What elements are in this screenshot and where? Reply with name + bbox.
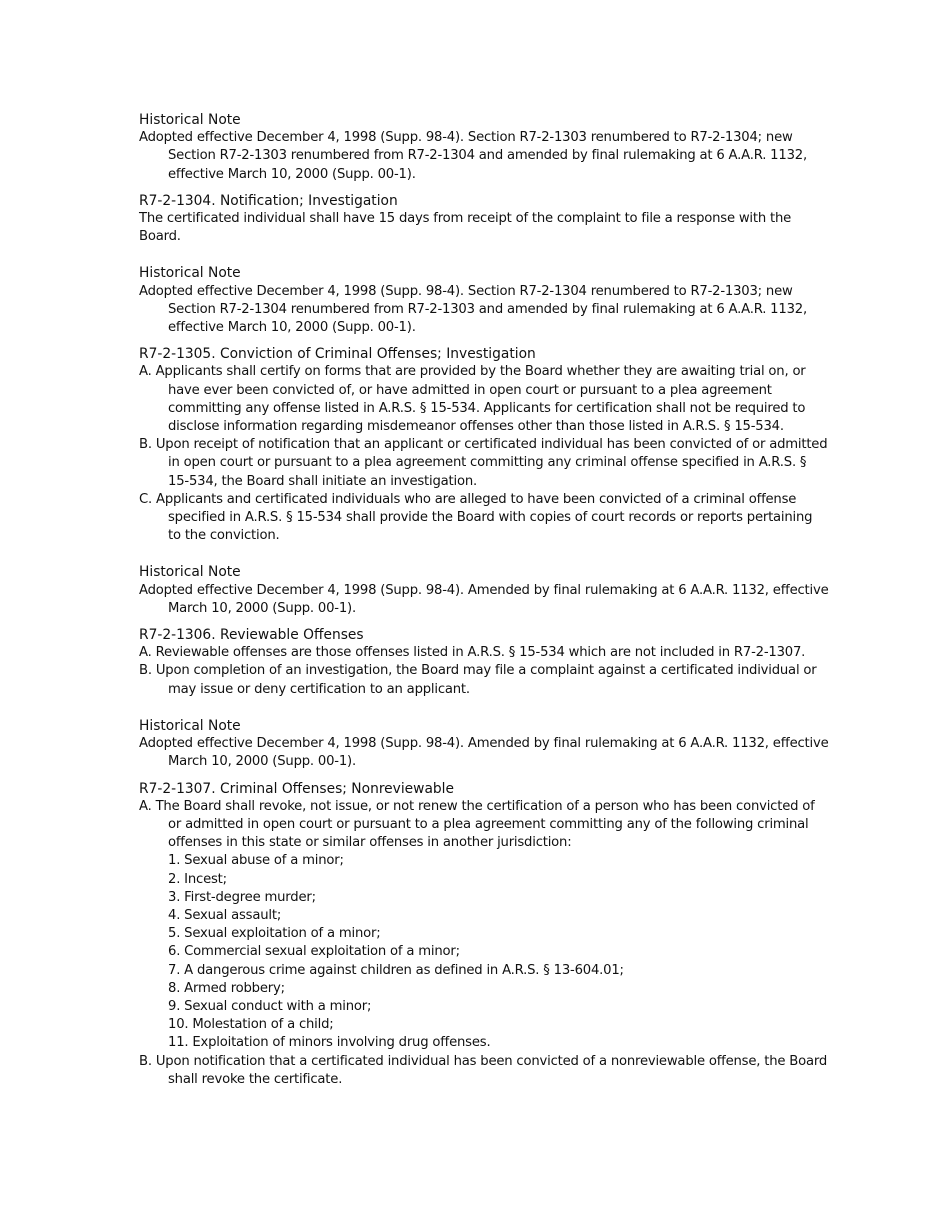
offense-list-item: 11. Exploitation of minors involving drug offenses. xyxy=(168,1035,491,1051)
historical-note-text: Adopted effective December 4, 1998 (Supp. 98-4). Section R7-2-1304 renumbered to R7-2-1303; new Section R7-2-1304 renumbered from R7-2-1303 and amended by final rulemaking at 6 A.A.R. 1132, effective March 10, 2000 (Supp. 00-1). xyxy=(139,283,807,336)
offense-list-item: 5. Sexual exploitation of a minor; xyxy=(168,926,381,942)
section-text-r7-2-1304: The certificated individual shall have 15 days from receipt of the complaint to file a response with the Board. xyxy=(139,211,792,245)
subsection-b: B. Upon notification that a certificated individual has been convicted of a nonreviewable offense, the Board shall revoke the certificate. xyxy=(139,1053,828,1087)
historical-note-text: Adopted effective December 4, 1998 (Supp. 98-4). Amended by final rulemaking at 6 A.A.R. 1132, effective March 10, 2000 (Supp. 00-1). xyxy=(139,736,829,770)
offense-list-item: 10. Molestation of a child; xyxy=(168,1017,334,1033)
subsection-a: A. Reviewable offenses are those offenses listed in A.R.S. § 15-534 which are not included in R7-2-1307. xyxy=(139,645,806,661)
subsection-a: A. The Board shall revoke, not issue, or not renew the certification of a person who has been convicted of or admitted in open court or pursuant to a plea agreement committing any of the following criminal offenses in this state or similar offenses in another jurisdiction: xyxy=(139,798,815,851)
historical-note-heading: Historical Note xyxy=(139,717,241,734)
offense-list-item: 1. Sexual abuse of a minor; xyxy=(168,853,344,869)
section-heading-r7-2-1304: R7-2-1304. Notification; Investigation xyxy=(139,192,398,209)
subsection-b: B. Upon completion of an investigation, the Board may file a complaint against a certificated individual or may issue or deny certification to an applicant. xyxy=(139,663,817,697)
section-heading-r7-2-1305: R7-2-1305. Conviction of Criminal Offenses; Investigation xyxy=(139,346,536,363)
offense-list-item: 6. Commercial sexual exploitation of a minor; xyxy=(168,944,460,960)
section-heading-r7-2-1306: R7-2-1306. Reviewable Offenses xyxy=(139,627,364,644)
document-page xyxy=(139,111,829,1089)
offense-list-item: 4. Sexual assault; xyxy=(168,907,282,923)
historical-note-text: Adopted effective December 4, 1998 (Supp. 98-4). Section R7-2-1303 renumbered to R7-2-1304; new Section R7-2-1303 renumbered from R7-2-1304 and amended by final rulemaking at 6 A.A.R. 1132, effective March 10, 2000 (Supp. 00-1). xyxy=(139,130,807,182)
subsection-a: A. Applicants shall certify on forms that are provided by the Board whether they are awaiting trial on, or have ever been convicted of, or have admitted in open court or pursuant to a plea agreement committing any offense listed in A.R.S. § 15-534. Applicants for certification shall not be required to disclose information regarding misdemeanor offenses other than those listed in A.R.S. § 15-534. xyxy=(139,364,806,435)
subsection-c: C. Applicants and certificated individuals who are alleged to have been convicted of a criminal offense specified in A.R.S. § 15-534 shall provide the Board with copies of court records or reports pertaining to the conviction. xyxy=(139,491,813,544)
offense-list-item: 9. Sexual conduct with a minor; xyxy=(168,998,372,1014)
offense-list-item: 2. Incest; xyxy=(168,871,227,887)
offense-list-item: 7. A dangerous crime against children as defined in A.R.S. § 13-604.01; xyxy=(168,962,624,978)
offense-list-item: 8. Armed robbery; xyxy=(168,980,285,996)
historical-note-heading: Historical Note xyxy=(139,564,241,581)
section-heading-r7-2-1307: R7-2-1307. Criminal Offenses; Nonreviewable xyxy=(139,780,454,797)
historical-note-heading: Historical Note xyxy=(139,265,241,282)
subsection-b: B. Upon receipt of notification that an applicant or certificated individual has been convicted of or admitted in open court or pursuant to a plea agreement committing any criminal offense specified in A.R.S. § 15-534, the Board shall initiate an investigation. xyxy=(139,437,828,489)
offense-list-item: 3. First-degree murder; xyxy=(168,889,316,905)
historical-note-text: Adopted effective December 4, 1998 (Supp. 98-4). Amended by final rulemaking at 6 A.A.R. 1132, effective March 10, 2000 (Supp. 00-1). xyxy=(139,582,829,616)
historical-note-heading: Historical Note xyxy=(139,112,241,128)
